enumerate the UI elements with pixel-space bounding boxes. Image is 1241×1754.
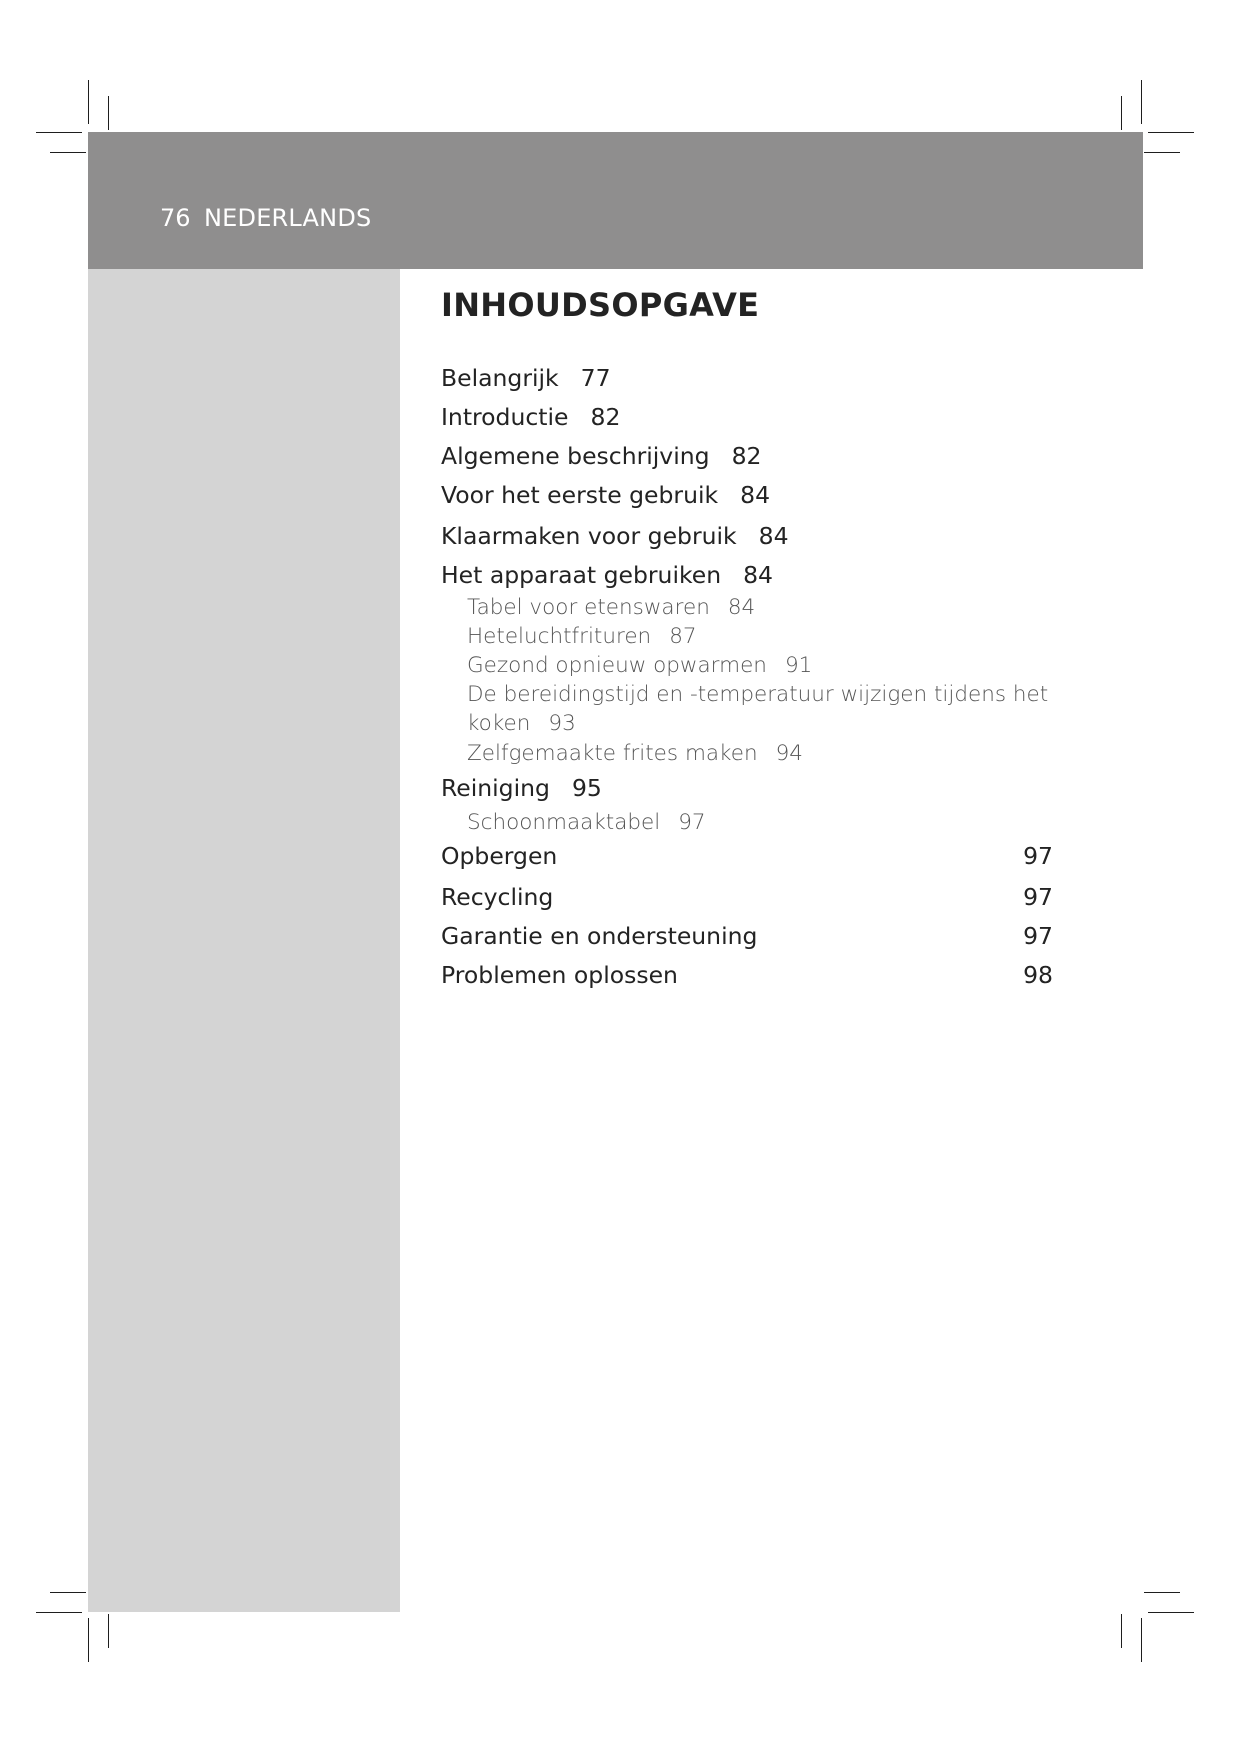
header-band (88, 132, 1143, 269)
toc-subentry-page: 93 (548, 711, 576, 736)
toc-subentry-label: Schoonmaaktabel (467, 810, 661, 835)
toc-subentry-page: 91 (784, 653, 813, 678)
language-label: NEDERLANDS (204, 204, 372, 232)
toc-entry-page: 82 (731, 442, 762, 470)
toc-entry[interactable] (441, 774, 602, 802)
toc-subentry-label: De bereidingstijd en -temperatuur wijzigen tijdens het koken (467, 682, 1049, 736)
toc-entry-label: Opbergen (441, 842, 558, 870)
toc-entry-label: Recycling (441, 883, 554, 911)
toc-entry-page: 82 (590, 403, 621, 431)
toc-subentry-label: Gezond opnieuw opwarmen (467, 653, 767, 678)
toc-entry[interactable] (441, 922, 1053, 950)
toc-subentry[interactable] (467, 810, 706, 835)
toc-subentry-page: 97 (678, 810, 706, 835)
toc-entry[interactable] (441, 481, 770, 509)
toc-entry-page: 95 (571, 774, 602, 802)
toc-entry[interactable] (441, 364, 611, 392)
toc-subentry-label: Zelfgemaakte frites maken (467, 741, 758, 766)
toc-subentry[interactable] (467, 680, 1067, 738)
crop-mark (1144, 1592, 1180, 1593)
toc-entry-page: 84 (758, 522, 789, 550)
crop-mark (1148, 132, 1194, 133)
toc-entry-page: 97 (1023, 842, 1053, 870)
toc-entry-label: Introductie (441, 403, 569, 431)
toc-entry[interactable] (441, 883, 1053, 911)
toc-entry-label: Garantie en ondersteuning (441, 922, 758, 950)
toc-subentry-label: Tabel voor etenswaren (467, 595, 710, 620)
page-number: 76 (160, 204, 191, 232)
crop-mark (88, 1618, 89, 1662)
crop-mark (1121, 96, 1122, 130)
toc-entry[interactable] (441, 561, 773, 589)
crop-mark (1141, 1618, 1142, 1662)
crop-mark (50, 1592, 86, 1593)
toc-entry-label: Het apparaat gebruiken (441, 561, 722, 589)
toc-subentry[interactable] (467, 653, 812, 678)
toc-subentry[interactable] (467, 595, 755, 620)
crop-mark (1141, 80, 1142, 124)
toc-entry[interactable] (441, 442, 761, 470)
toc-entry-page: 97 (1023, 922, 1053, 950)
crop-mark (1121, 1614, 1122, 1648)
toc-entry[interactable] (441, 961, 1053, 989)
toc-subentry-page: 87 (669, 624, 697, 649)
toc-entry[interactable] (441, 842, 1053, 870)
toc-entry[interactable] (441, 522, 789, 550)
crop-mark (108, 1614, 109, 1648)
toc-subentry[interactable] (467, 741, 803, 766)
toc-entry-label: Reiniging (441, 774, 550, 802)
crop-mark (88, 80, 89, 124)
toc-entry-page: 84 (743, 561, 774, 589)
toc-subentry-page: 84 (727, 595, 756, 620)
crop-mark (108, 96, 109, 130)
toc-subentry-label: Heteluchtfrituren (467, 624, 652, 649)
toc-entry-label: Problemen oplossen (441, 961, 678, 989)
crop-mark (1148, 1612, 1194, 1613)
toc-entry-page: 77 (580, 364, 611, 392)
crop-mark (36, 1612, 82, 1613)
toc-entry[interactable] (441, 403, 620, 431)
toc-entry-page: 97 (1023, 883, 1053, 911)
toc-entry-page: 98 (1023, 961, 1053, 989)
crop-mark (36, 132, 82, 133)
toc-entry-label: Klaarmaken voor gebruik (441, 522, 737, 550)
toc-entry-label: Belangrijk (441, 364, 559, 392)
crop-mark (1144, 152, 1180, 153)
toc-entry-label: Algemene beschrijving (441, 442, 710, 470)
toc-entry-label: Voor het eerste gebruik (441, 481, 719, 509)
toc-subentry-page: 94 (775, 741, 803, 766)
toc-entry-page: 84 (740, 481, 771, 509)
crop-mark (50, 152, 86, 153)
toc-title: INHOUDSOPGAVE (441, 286, 760, 324)
side-band (88, 269, 400, 1612)
toc-subentry[interactable] (467, 624, 697, 649)
